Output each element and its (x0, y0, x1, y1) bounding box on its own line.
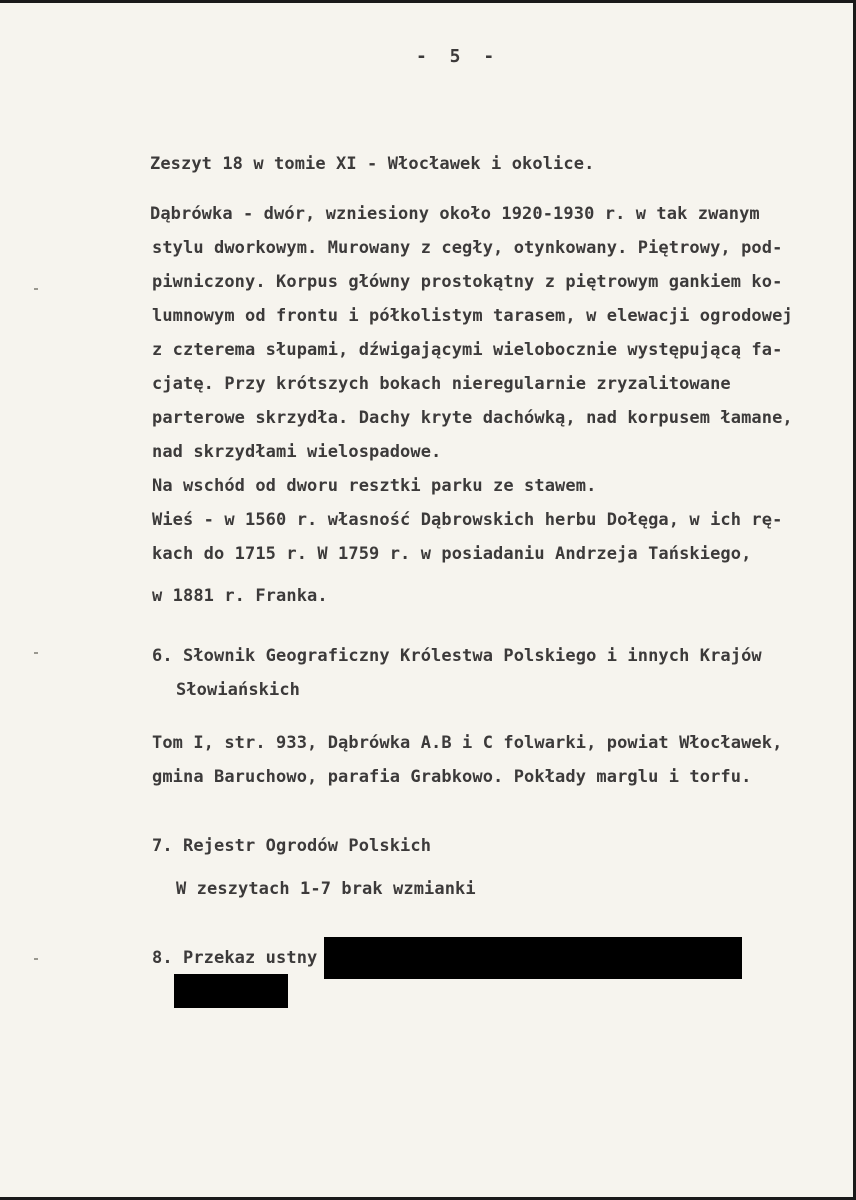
margin-mark (34, 652, 38, 654)
paragraph-line: kach do 1715 r. W 1759 r. w posiadaniu Andrzeja Tańskiego, (152, 544, 752, 564)
heading: Zeszyt 18 w tomie XI - Włocławek i okolice. (150, 154, 595, 174)
redaction-bar (324, 937, 742, 979)
item-6-title-continued: Słowiańskich (176, 680, 301, 700)
paragraph-line: cjatę. Przy krótszych bokach nieregularnie zryzalitowane (152, 374, 731, 394)
item-7-title: 7. Rejestr Ogrodów Polskich (152, 836, 432, 856)
margin-mark (34, 288, 38, 290)
paragraph-line: w 1881 r. Franka. (152, 586, 328, 606)
paragraph-line: lumnowym od frontu i półkolistym tarasem, w elewacji ogrodowej (152, 306, 793, 326)
paragraph-line: nad skrzydłami wielospadowe. (152, 442, 442, 462)
paragraph-line: Dąbrówka - dwór, wzniesiony około 1920-1930 r. w tak zwanym (150, 204, 760, 224)
paragraph-line: Wieś - w 1560 r. własność Dąbrowskich herbu Dołęga, w ich rę- (152, 510, 783, 530)
item-6-title: 6. Słownik Geograficzny Królestwa Polskiego i innych Krajów (152, 646, 762, 666)
paragraph-line: parterowe skrzydła. Dachy kryte dachówką, nad korpusem łamane, (152, 408, 793, 428)
paragraph-line: z czterema słupami, dźwigającymi wielobocznie występującą fa- (152, 340, 783, 360)
item-6-body: Tom I, str. 933, Dąbrówka A.B i C folwarki, powiat Włocławek, (152, 733, 783, 753)
paragraph-line: piwniczony. Korpus główny prostokątny z piętrowym gankiem ko- (152, 272, 783, 292)
redaction-bar (174, 974, 288, 1008)
item-6-body: gmina Baruchowo, parafia Grabkowo. Pokłady marglu i torfu. (152, 767, 752, 787)
margin-mark (34, 958, 38, 960)
paragraph-line: stylu dworkowym. Murowany z cegły, otynkowany. Piętrowy, pod- (152, 238, 783, 258)
item-7-body: W zeszytach 1-7 brak wzmianki (176, 879, 476, 899)
item-8-title: 8. Przekaz ustny (152, 948, 318, 968)
scan-border-top (0, 0, 856, 3)
paragraph-line: Na wschód od dworu resztki parku ze stawem. (152, 476, 597, 496)
page-number: - 5 - (416, 46, 501, 67)
